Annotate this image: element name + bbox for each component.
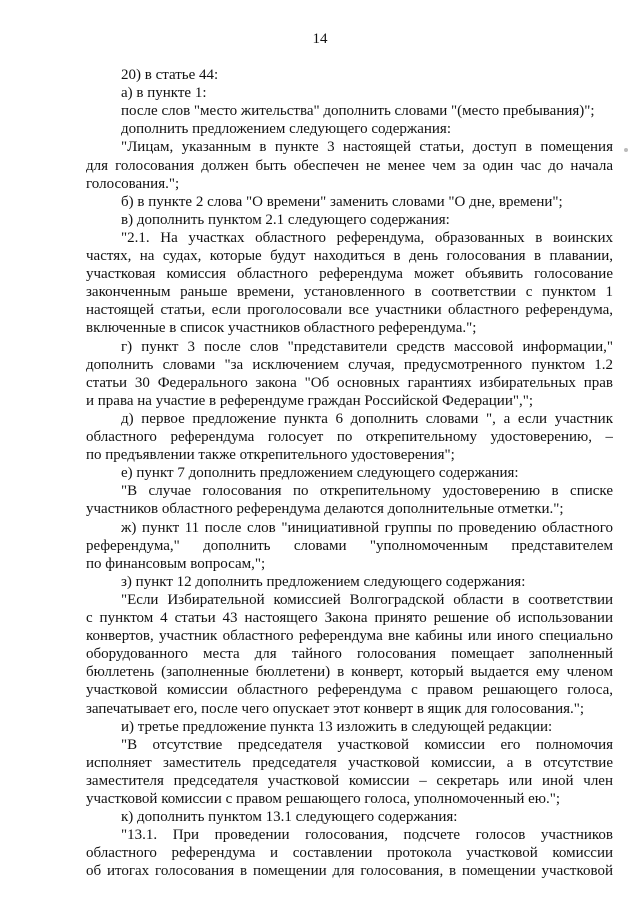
text-line: "Лицам, указанным в пункте 3 настоящей статьи, доступ в помещения [121, 139, 613, 156]
text-line: д) первое предложение пункта 6 дополнить словами ", а если участник [121, 410, 613, 427]
text-line: "В отсутствие председателя участковой комиссии его полномочия [121, 736, 613, 753]
text-line: для голосования должен быть обеспечен не менее чем за один час до начала [86, 157, 613, 174]
text-line: по предъявлении также открепительного удостоверения"; [86, 447, 455, 464]
text-line: е) пункт 7 дополнить предложением следующего содержания: [121, 465, 519, 482]
text-line: дополнить словами "за исключением случая, предусмотренного пунктом 1.2 [86, 356, 613, 373]
text-line: и) третье предложение пункта 13 изложить в следующей редакции: [121, 718, 553, 735]
text-line: законченным раньше времени, установленного в соответствии с пунктом 1 [86, 284, 613, 301]
text-line: оборудованного места для тайного голосования помещает заполненный [86, 646, 613, 663]
text-line: частях, на судах, которые будут находиться в день голосования в плавании, [86, 248, 613, 264]
text-line: голосования."; [86, 175, 180, 192]
text-line: 20) в статье 44: [121, 67, 219, 83]
text-line: участников областного референдума делаются дополнительные отметки."; [86, 501, 564, 518]
text-line: з) пункт 12 дополнить предложением следующего содержания: [121, 573, 526, 590]
text-line: к) дополнить пунктом 13.1 следующего содержания: [121, 809, 458, 826]
text-line: бюллетень (заполненные бюллетени) в конверт, который выдается ему членом [86, 664, 613, 681]
text-line: после слов "место жительства" дополнить словами "(место пребывания)"; [121, 103, 595, 120]
text-line: и права на участие в референдуме граждан Российской Федерации","; [86, 392, 534, 409]
text-line: "13.1. При проведении голосования, подсчете голосов участников [121, 827, 613, 844]
text-line: в) дополнить пунктом 2.1 следующего содержания: [121, 211, 450, 228]
text-line: с пунктом 4 статьи 43 настоящего Закона принято решение об использовании [86, 610, 613, 626]
text-line: исполняет заместитель председателя участковой комиссии, а в отсутствие [86, 754, 613, 771]
text-line: "В случае голосования по открепительному удостоверению в списке [121, 483, 613, 500]
text-line: настоящей статьи, если проголосовали все участники областного референдума, [86, 302, 613, 319]
text-line: конвертов, участник областного референдума вне кабины или иного специально [86, 628, 613, 645]
text-line: статьи 30 Федерального закона "Об основных гарантиях избирательных прав [86, 374, 613, 391]
text-line: ж) пункт 11 после слов "инициативной группы по проведению областного [121, 519, 613, 536]
text-line: референдума," дополнить словами "уполномоченным представителем [86, 537, 613, 554]
margin-mark [624, 148, 628, 152]
text-line: областного референдума и составлении протокола участковой комиссии [86, 845, 613, 862]
text-line: участковая комиссия областного референдума может объявить голосование [86, 266, 613, 283]
text-line: областного референдума голосует по открепительному удостоверению, – [86, 429, 613, 445]
text-line: по финансовым вопросам,"; [86, 555, 266, 572]
text-line: запечатывает его, после чего опускает этот конверт в ящик для голосования."; [86, 700, 585, 717]
text-line: а) в пункте 1: [121, 85, 207, 102]
text-line: "Если Избирательной комиссией Волгоградской области в соответствии [121, 591, 613, 608]
text-line: дополнить предложением следующего содержания: [121, 121, 451, 138]
text-line: участковой комиссии областного референдума с правом решающего голоса, [86, 682, 613, 699]
page-number: 14 [312, 31, 328, 47]
text-line: "2.1. На участках областного референдума, образованных в воинских [121, 229, 613, 246]
text-line: включенные в список участников областного референдума."; [86, 320, 477, 337]
text-line: б) в пункте 2 слова "О времени" заменить словами "О дне, времени"; [121, 193, 563, 210]
text-line: об итогах голосования в помещении для голосования, в помещении участковой [86, 863, 613, 880]
text-line: заместителя председателя участковой комиссии – секретарь или иной член [86, 772, 613, 789]
text-line: г) пункт 3 после слов "представители средств массовой информации," [121, 338, 613, 355]
text-line: участковой комиссии с правом решающего голоса, уполномоченный ею."; [86, 791, 561, 807]
